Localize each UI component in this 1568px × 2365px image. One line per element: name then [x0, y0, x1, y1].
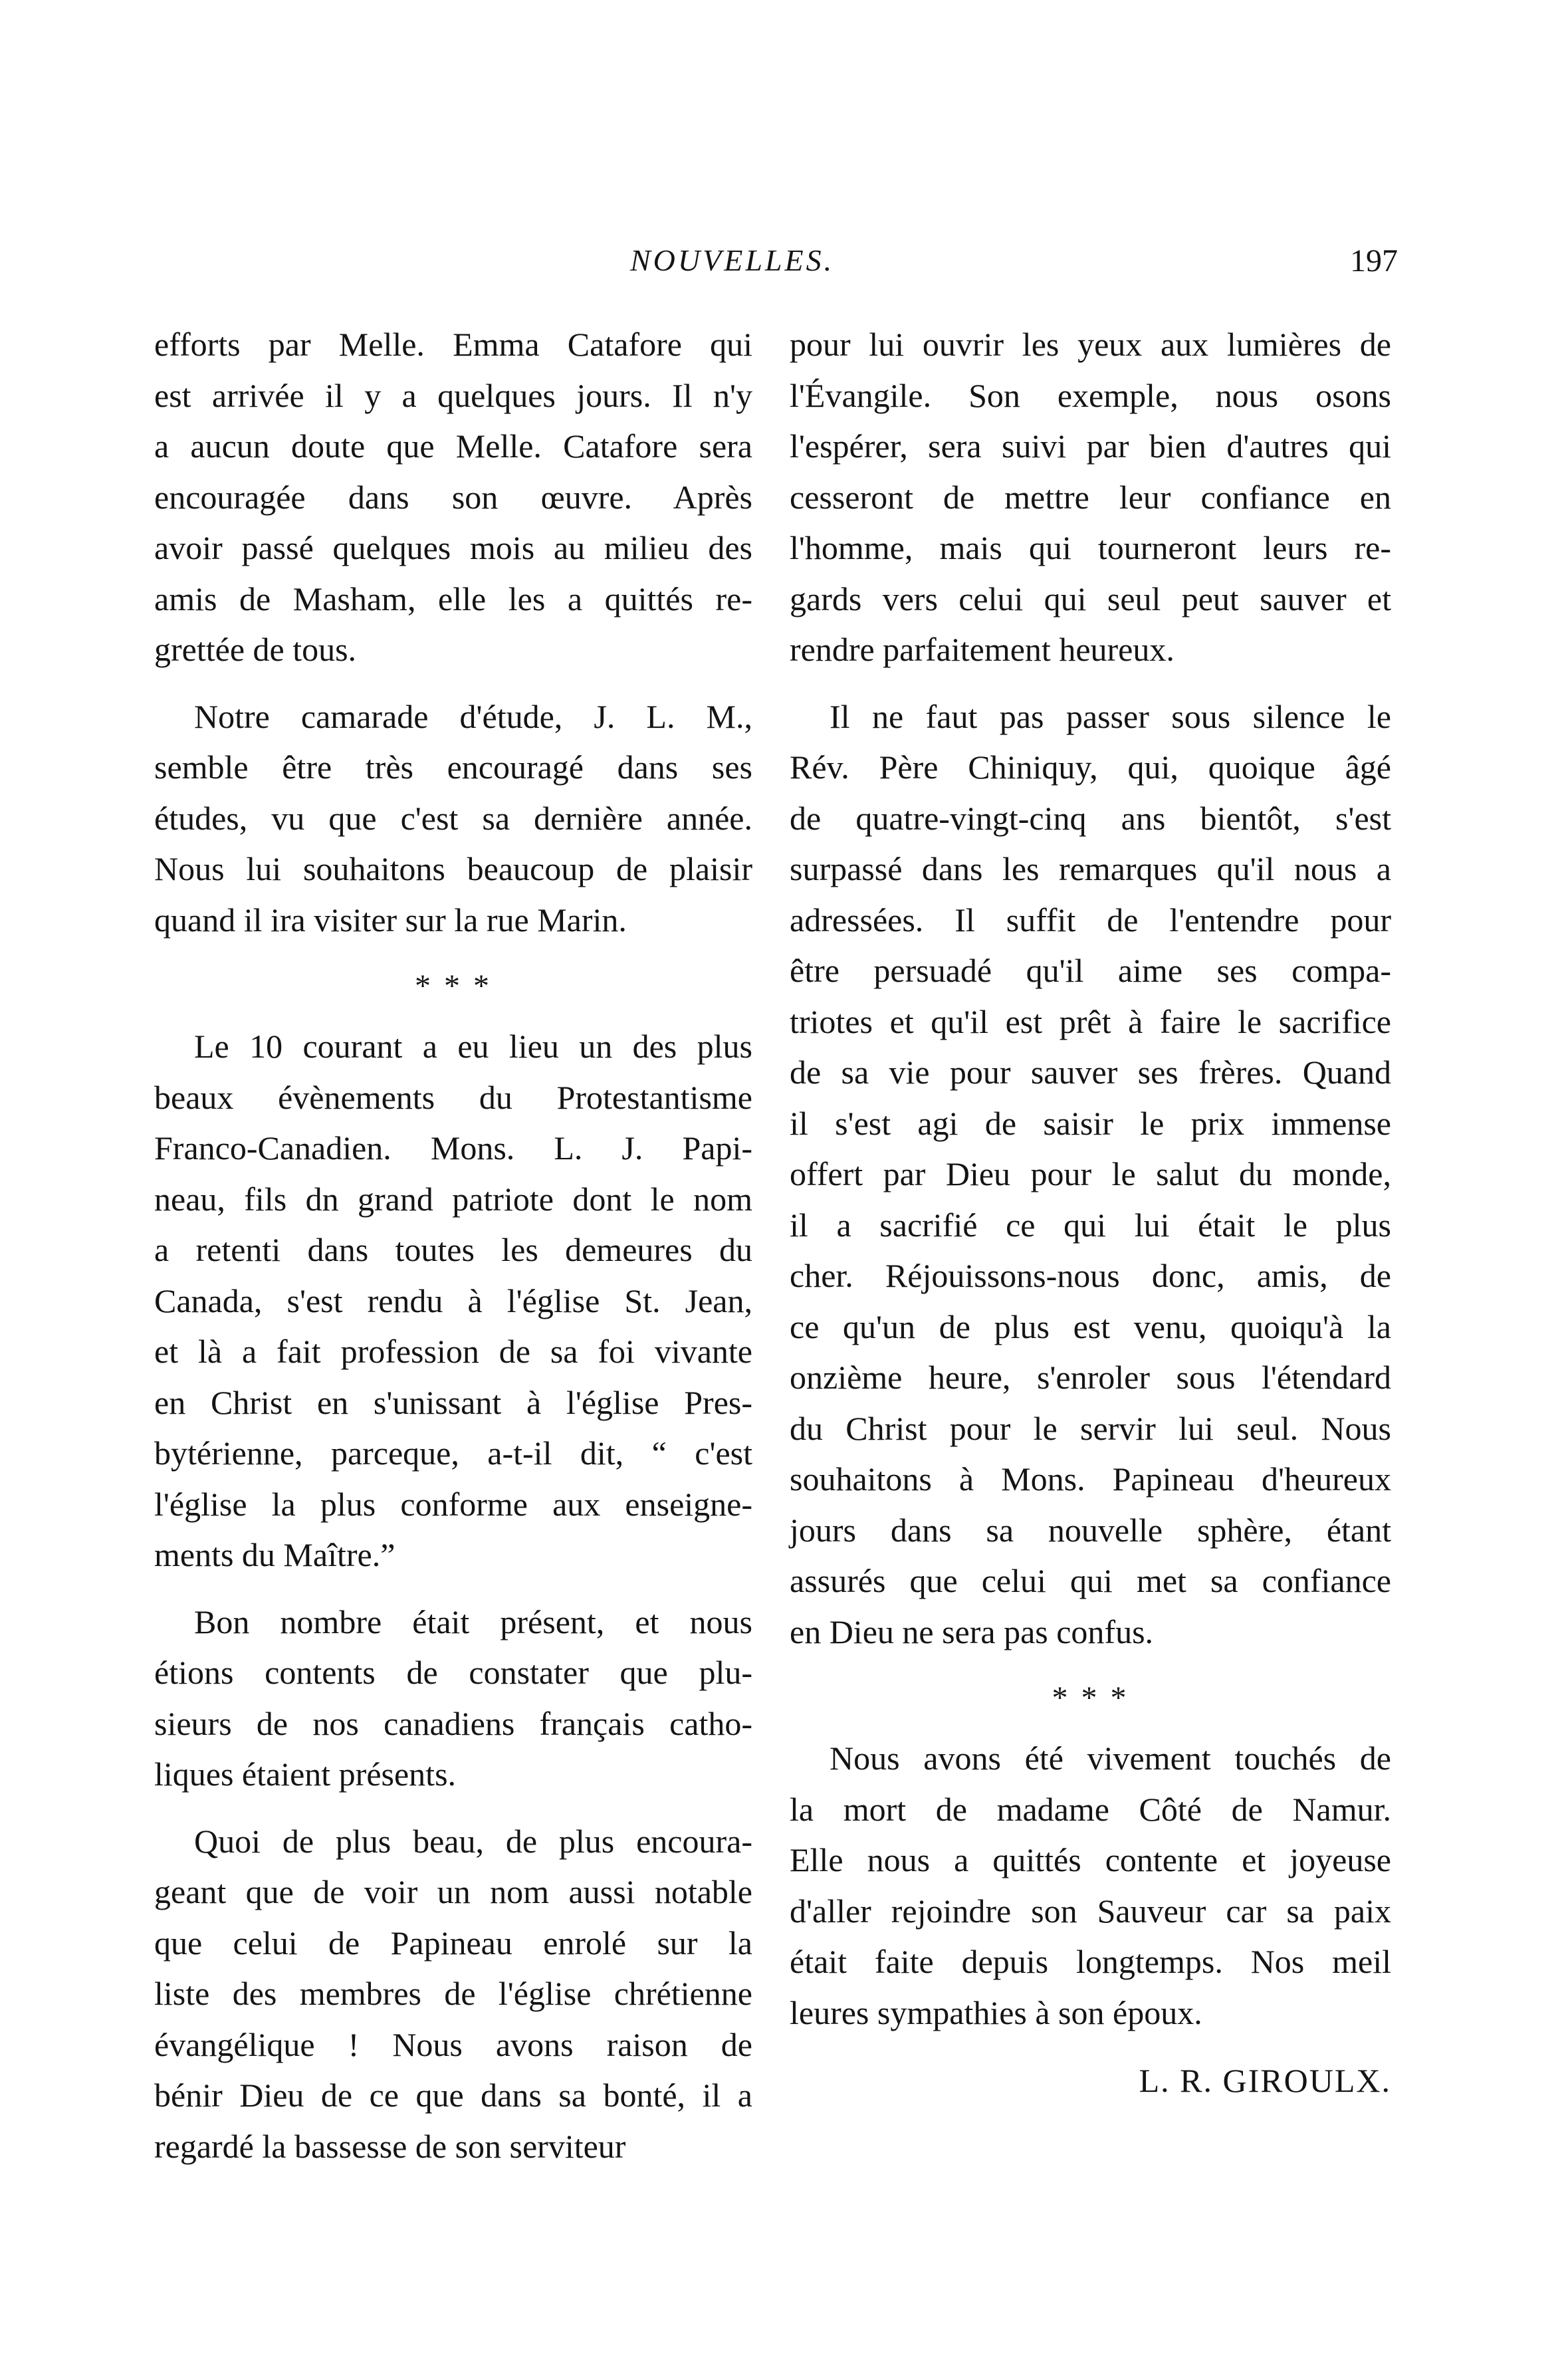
paragraph — [154, 1021, 752, 1581]
asterism-divider: * * * — [415, 968, 492, 1004]
text-line: études, vu que c'est sa dernière année. — [154, 799, 752, 837]
text-line: liste des membres de l'église chrétienne — [154, 1975, 752, 2012]
paragraph — [154, 319, 752, 675]
text-line: liques étaient présents. — [154, 1755, 457, 1793]
paragraph — [154, 1597, 752, 1800]
text-line: pour lui ouvrir les yeux aux lumières de — [790, 326, 1391, 363]
paragraph — [790, 1733, 1391, 2038]
text-line: a retenti dans toutes les demeures du — [154, 1231, 752, 1268]
text-line: d'aller rejoindre son Sauveur car sa paix — [790, 1892, 1391, 1930]
left-column-body-continued — [154, 1021, 752, 2172]
page-header — [152, 243, 1398, 289]
text-line: Il ne faut pas passer sous silence le — [830, 697, 1391, 735]
text-line: rendre parfaitement heureux. — [790, 631, 1175, 668]
text-line: il a sacrifié ce qui lui était le plus — [790, 1206, 1391, 1244]
text-line: l'espérer, sera suivi par bien d'autres qui — [790, 427, 1391, 465]
text-line: la mort de madame Côté de Namur. — [790, 1790, 1391, 1828]
text-line: semble être très encouragé dans ses — [154, 748, 752, 786]
text-line: Elle nous a quittés contente et joyeuse — [790, 1841, 1391, 1878]
paragraph — [790, 319, 1391, 675]
text-line: regardé la bassesse de son serviteur — [154, 2127, 626, 2165]
text-line: quand il ira visiter sur la rue Marin. — [154, 901, 627, 939]
asterism-divider: * * * — [1052, 1680, 1129, 1716]
page-number: 197 — [1350, 243, 1398, 279]
text-line: de sa vie pour sauver ses frères. Quand — [790, 1054, 1391, 1091]
text-line: assurés que celui qui met sa confiance — [790, 1562, 1391, 1599]
text-line: geant que de voir un nom aussi notable — [154, 1873, 752, 1910]
right-column-body-continued — [790, 1733, 1391, 2038]
text-line: était faite depuis longtemps. Nos meil — [790, 1943, 1391, 1980]
text-line: ce qu'un de plus est venu, quoiqu'à la — [790, 1307, 1391, 1345]
text-line: encouragée dans son œuvre. Après — [154, 478, 752, 516]
text-line: l'Évangile. Son exemple, nous osons — [790, 376, 1391, 414]
text-line: l'église la plus conforme aux enseigne- — [154, 1485, 752, 1523]
left-column-body — [154, 319, 752, 945]
text-line: onzième heure, s'enroler sous l'étendard — [790, 1359, 1391, 1396]
text-line: offert par Dieu pour le salut du monde, — [790, 1155, 1391, 1192]
text-line: a aucun doute que Melle. Catafore sera — [154, 427, 752, 465]
text-line: du Christ pour le servir lui seul. Nous — [790, 1409, 1391, 1447]
text-line: bénir Dieu de ce que dans sa bonté, il a — [154, 2077, 752, 2114]
text-line: jours dans sa nouvelle sphère, étant — [790, 1511, 1391, 1549]
text-line: avoir passé quelques mois au milieu des — [154, 529, 752, 566]
running-title: NOUVELLES. — [630, 243, 835, 277]
text-line: beaux évènements du Protestantisme — [154, 1078, 752, 1116]
text-line: efforts par Melle. Emma Catafore qui — [154, 326, 752, 363]
text-line: Rév. Père Chiniquy, qui, quoique âgé — [790, 748, 1391, 786]
text-line: triotes et qu'il est prêt à faire le sacrifice — [790, 1002, 1391, 1040]
text-line: bytérienne, parceque, a-t-il dit, “ c'est — [154, 1434, 752, 1472]
text-line: en Dieu ne sera pas confus. — [790, 1613, 1154, 1650]
text-line: que celui de Papineau enrolé sur la — [154, 1924, 752, 1962]
text-line: surpassé dans les remarques qu'il nous a — [790, 850, 1391, 887]
text-line: cesseront de mettre leur confiance en — [790, 478, 1391, 516]
text-line: Canada, s'est rendu à l'église St. Jean, — [154, 1282, 752, 1319]
text-line: Nous avons été vivement touchés de — [830, 1740, 1391, 1777]
text-line: gards vers celui qui seul peut sauver et — [790, 580, 1391, 618]
paragraph — [154, 691, 752, 946]
text-line: Notre camarade d'étude, J. L. M., — [194, 697, 752, 735]
left-column — [154, 319, 752, 2188]
text-line: adressées. Il suffit de l'entendre pour — [790, 901, 1391, 939]
text-line: évangélique ! Nous avons raison de — [154, 2025, 752, 2063]
text-line: l'homme, mais qui tourneront leurs re- — [790, 529, 1391, 566]
text-line: étions contents de constater que plu- — [154, 1654, 752, 1691]
text-line: en Christ en s'unissant à l'église Pres- — [154, 1383, 752, 1421]
text-line: il s'est agi de saisir le prix immense — [790, 1104, 1391, 1142]
text-line: Nous lui souhaitons beaucoup de plaisir — [154, 850, 752, 887]
text-line: amis de Masham, elle les a quittés re- — [154, 580, 752, 618]
text-line: de quatre-vingt-cinq ans bientôt, s'est — [790, 799, 1391, 837]
paragraph — [154, 1816, 752, 2172]
text-line: grettée de tous. — [154, 631, 357, 668]
text-line: Le 10 courant a eu lieu un des plus — [194, 1028, 752, 1065]
text-line: et là a fait profession de sa foi vivante — [154, 1333, 752, 1370]
text-line: neau, fils dn grand patriote dont le nom — [154, 1180, 752, 1218]
author-signature: L. R. GIROULX. — [1139, 2062, 1391, 2099]
text-line: est arrivée il y a quelques jours. Il n'y — [154, 376, 752, 414]
paragraph — [790, 691, 1391, 1658]
text-line: sieurs de nos canadiens français catho- — [154, 1704, 752, 1742]
text-line: être persuadé qu'il aime ses compa- — [790, 952, 1391, 989]
text-line: leures sympathies à son époux. — [790, 1993, 1202, 2031]
text-line: Bon nombre était présent, et nous — [194, 1603, 752, 1640]
right-column-body — [790, 319, 1391, 1657]
right-column — [790, 319, 1391, 2106]
text-line: souhaitons à Mons. Papineau d'heureux — [790, 1460, 1391, 1498]
text-line: cher. Réjouissons-nous donc, amis, de — [790, 1257, 1391, 1294]
text-line: ments du Maître.” — [154, 1536, 395, 1573]
text-line: Franco-Canadien. Mons. L. J. Papi- — [154, 1129, 752, 1167]
text-line: Quoi de plus beau, de plus encoura- — [194, 1822, 752, 1860]
